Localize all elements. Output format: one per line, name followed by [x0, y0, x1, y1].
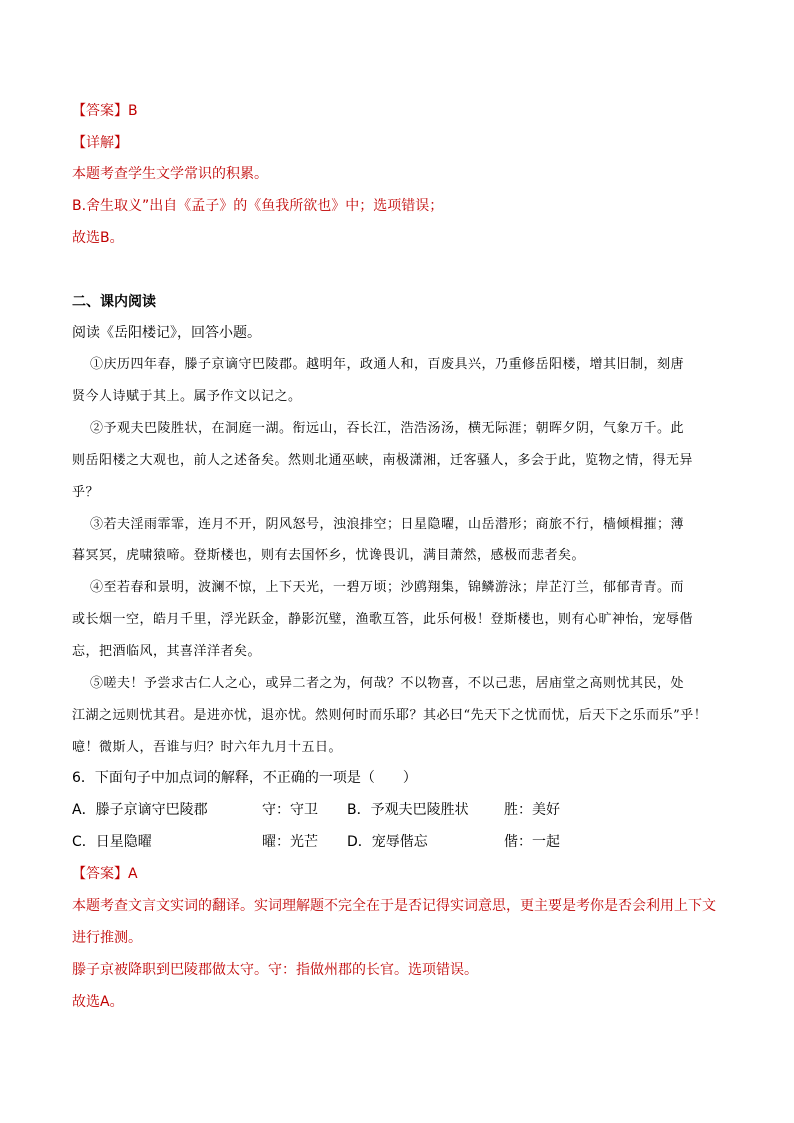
option-c-gloss: 曜：光芒 [262, 834, 318, 850]
passage-line: ②予观夫巴陵胜状，在洞庭一湖。衔远山，吞长江，浩浩汤汤，横无际涯；朝晖夕阴，气象万千。此 [90, 421, 685, 436]
explanation-line: 故选B。 [72, 230, 124, 246]
passage-line: 忘，把酒临风，其喜洋洋者矣。 [72, 644, 262, 659]
passage-line: 乎？ [72, 485, 100, 500]
option-b: B．予观夫巴陵胜状 [347, 802, 469, 818]
passage-line: 贤今人诗赋于其上。属予作文以记之。 [72, 389, 302, 404]
option-d-gloss: 偕：一起 [504, 834, 560, 850]
passage-line: 江湖之远则忧其君。是进亦忧，退亦忧。然则何时而乐耶？其必曰“先天下之忧而忧，后天下之乐而乐”乎！ [72, 708, 708, 723]
option-b-gloss: 胜：美好 [504, 802, 560, 818]
explanation-line: 本题考查文言文实词的翻译。实词理解题不完全在于是否记得实词意思，更主要是考你是否会利用上下文 [72, 898, 716, 914]
reading-instruction: 阅读《岳阳楼记》，回答小题。 [72, 325, 261, 341]
passage-line: ①庆历四年春，滕子京谪守巴陵郡。越明年，政通人和，百废具兴，乃重修岳阳楼，增其旧制，刻唐 [90, 357, 685, 372]
explanation-line: 本题考查学生文学常识的积累。 [72, 166, 268, 182]
passage-line: 噫！微斯人，吾谁与归？时六年九月十五日。 [72, 740, 343, 755]
passage-line: 暮冥冥，虎啸猿啼。登斯楼也，则有去国怀乡，忧谗畏讥，满目萧然，感极而悲者矣。 [72, 548, 586, 563]
section-heading: 二、课内阅读 [72, 294, 156, 310]
answer-label: 【答案】B [72, 103, 138, 119]
passage-line: ③若夫淫雨霏霏，连月不开，阴风怒号，浊浪排空；日星隐曜，山岳潜形；商旅不行，樯倾楫摧；薄 [90, 517, 685, 532]
detail-label: 【详解】 [72, 135, 128, 151]
option-d: D．宠辱偕忘 [347, 834, 428, 850]
option-a-gloss: 守：守卫 [262, 802, 318, 818]
option-a: A．滕子京谪守巴陵郡 [72, 802, 208, 818]
passage-line: ⑤嗟夫！予尝求古仁人之心，或异二者之为，何哉？不以物喜，不以己悲，居庙堂之高则忧其民，处 [90, 676, 685, 691]
answer-label: 【答案】A [72, 866, 138, 882]
passage-line: ④至若春和景明，波澜不惊，上下天光，一碧万顷；沙鸥翔集，锦鳞游泳；岸芷汀兰，郁郁青青。而 [90, 580, 685, 595]
explanation-line: 故选A。 [72, 994, 124, 1010]
passage-line: 或长烟一空，皓月千里，浮光跃金，静影沉璧，渔歌互答，此乐何极！登斯楼也，则有心旷神怡，宠辱偕 [72, 612, 694, 627]
option-c: C．日星隐曜 [72, 834, 152, 850]
question-stem: 6．下面句子中加点词的解释，不正确的一项是（ ） [72, 770, 417, 786]
passage-line: 则岳阳楼之大观也，前人之述备矣。然则北通巫峡，南极潇湘，迁客骚人，多会于此，览物之情，得无异 [72, 453, 694, 468]
explanation-line: 滕子京被降职到巴陵郡做太守。守：指做州郡的长官。选项错误。 [72, 962, 478, 978]
explanation-line: 进行推测。 [72, 930, 142, 946]
explanation-line: B.舍生取义”出自《孟子》的《鱼我所欲也》中；选项错误； [72, 198, 444, 214]
